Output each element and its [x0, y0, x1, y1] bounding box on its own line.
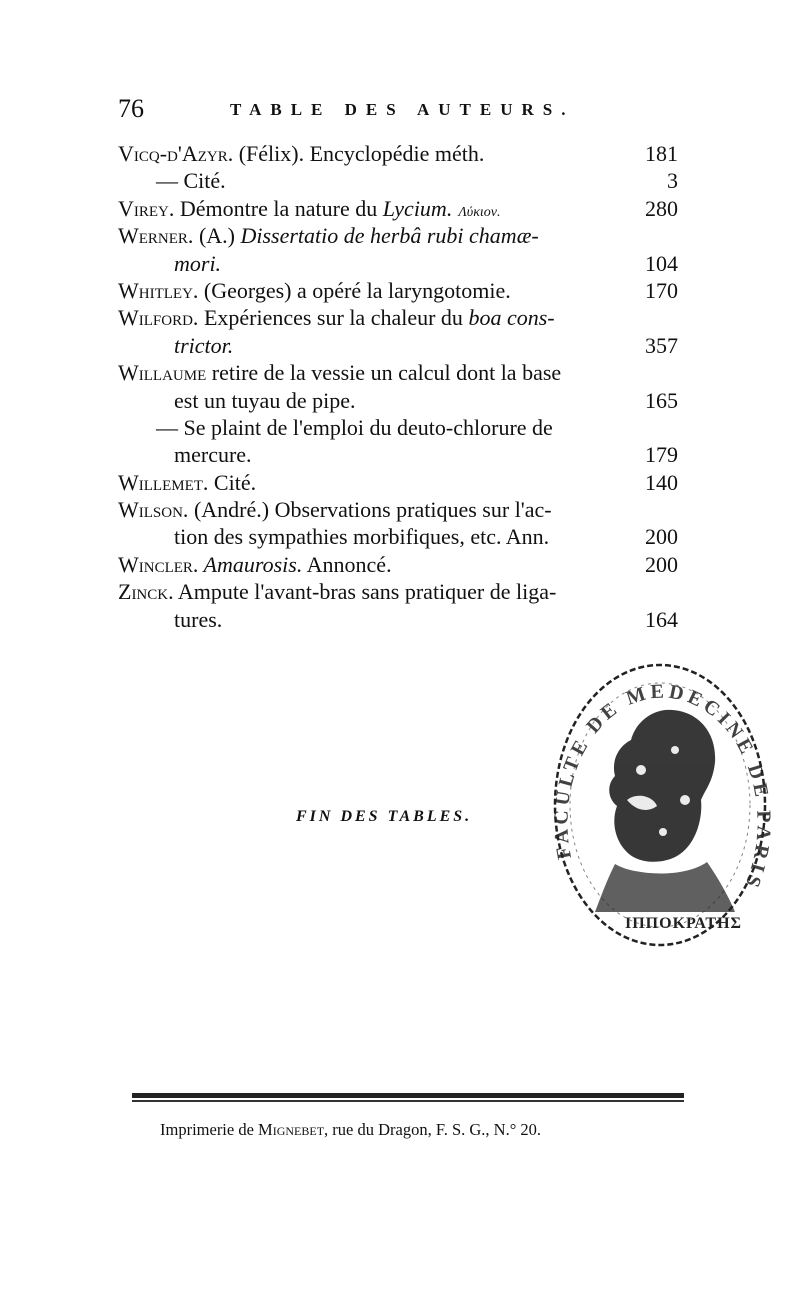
author-index-entries [118, 140, 678, 633]
entry-text: Démontre la nature du [174, 195, 383, 221]
entry-author-name: Willaume [118, 360, 207, 386]
index-entry-line [118, 332, 678, 359]
index-entry-line [118, 387, 678, 414]
imprint-printer-name: Mignebet [258, 1120, 325, 1139]
entry-author-name: Whitley. [118, 277, 199, 303]
index-entry-line [118, 359, 678, 386]
entry-italic-title: mori. [174, 250, 222, 276]
entry-page-number: 200 [645, 524, 678, 550]
entry-author-name: Willemet. [118, 469, 209, 495]
end-of-tables-label: FIN DES TABLES. [296, 808, 473, 825]
index-entry-line [118, 496, 678, 523]
index-entry-line [118, 167, 678, 194]
entry-author-name: Vicq-d'Azyr. [118, 141, 234, 166]
index-entry-line [118, 195, 678, 222]
entry-text: Cité. [208, 469, 257, 495]
index-entry-line [118, 578, 678, 605]
entry-author-name: Wilford. [118, 305, 199, 331]
entry-author-name: Werner. [118, 223, 194, 249]
index-entry-line [118, 277, 678, 304]
index-entry-line [118, 523, 678, 550]
entry-text: Ampute l'avant-bras sans pratiquer de liga- [173, 579, 557, 605]
entry-text: (A.) [193, 223, 241, 249]
entry-text: est un tuyau de pipe. [174, 387, 356, 413]
entry-text: mercure. [174, 442, 252, 468]
entry-page-number: 179 [645, 442, 678, 468]
stamp-bottom-text: ΙΠΠΟΚΡΑΤΗΣ [625, 915, 743, 932]
entry-page-number: 200 [645, 551, 678, 577]
entry-text: tion des sympathies morbifiques, etc. Ann. [174, 524, 550, 550]
entry-page-number: 104 [645, 250, 678, 276]
entry-italic-title: Amaurosis. [198, 551, 303, 577]
index-entry-line [118, 469, 678, 496]
thick-rule-line [132, 1093, 684, 1098]
page-number: 76 [118, 94, 144, 123]
entry-page-number: 165 [645, 387, 678, 413]
index-entry-line [118, 140, 678, 167]
printer-imprint [160, 1120, 680, 1140]
entry-text: Expériences sur la chaleur du [198, 305, 469, 331]
imprint-suffix: , rue du Dragon, F. S. G., N.° 20. [324, 1120, 542, 1139]
entry-text: — Se plaint de l'emploi du deuto-chlorure de [156, 414, 553, 440]
page-header [118, 94, 678, 134]
running-head: TABLE DES AUTEURS. [230, 100, 575, 119]
entry-page-number: 181 [645, 141, 678, 166]
entry-page-number: 357 [645, 332, 678, 358]
entry-italic-title: Dissertatio de herbâ rubi chamæ- [240, 223, 539, 249]
index-entry-line [118, 441, 678, 468]
entry-italic-title: Lycium. [382, 195, 453, 221]
entry-page-number: 170 [645, 277, 678, 303]
index-entry-line [118, 304, 678, 331]
index-entry-line [118, 551, 678, 578]
entry-page-number: 140 [645, 469, 678, 495]
index-entry-line [118, 414, 678, 441]
entry-text: — Cité. [156, 168, 226, 194]
entry-italic-title: trictor. [174, 332, 234, 358]
entry-text: (Félix). Encyclopédie méth. [233, 141, 485, 166]
library-stamp-image [545, 650, 775, 960]
index-entry-line [118, 606, 678, 633]
entry-text: retire de la vessie un calcul dont la base [206, 360, 562, 386]
entry-author-name: Wincler. [118, 551, 199, 577]
entry-greek-word: Λύκιον. [458, 204, 501, 220]
entry-italic-title: boa cons- [468, 305, 555, 331]
entry-text: (André.) Observations pratiques sur l'ac- [188, 497, 552, 523]
index-entry-line [118, 222, 678, 249]
entry-author-name: Virey. [118, 195, 175, 221]
entry-text: tures. [174, 606, 223, 632]
imprint-prefix: Imprimerie de [160, 1120, 259, 1139]
thin-rule-line [132, 1100, 684, 1102]
footer-double-rule [132, 1093, 684, 1103]
entry-text: (Georges) a opéré la laryngotomie. [198, 277, 511, 303]
entry-page-number: 280 [645, 195, 678, 221]
entry-text-continued: Annoncé. [302, 551, 392, 577]
entry-page-number: 3 [667, 168, 678, 194]
entry-author-name: Zinck. [118, 579, 174, 605]
index-entry-line [118, 250, 678, 277]
entry-page-number: 164 [645, 606, 678, 632]
entry-author-name: Wilson. [118, 497, 189, 523]
stamp-arc-text: FACULTE DE MEDECINE DE PARIS [550, 680, 775, 894]
